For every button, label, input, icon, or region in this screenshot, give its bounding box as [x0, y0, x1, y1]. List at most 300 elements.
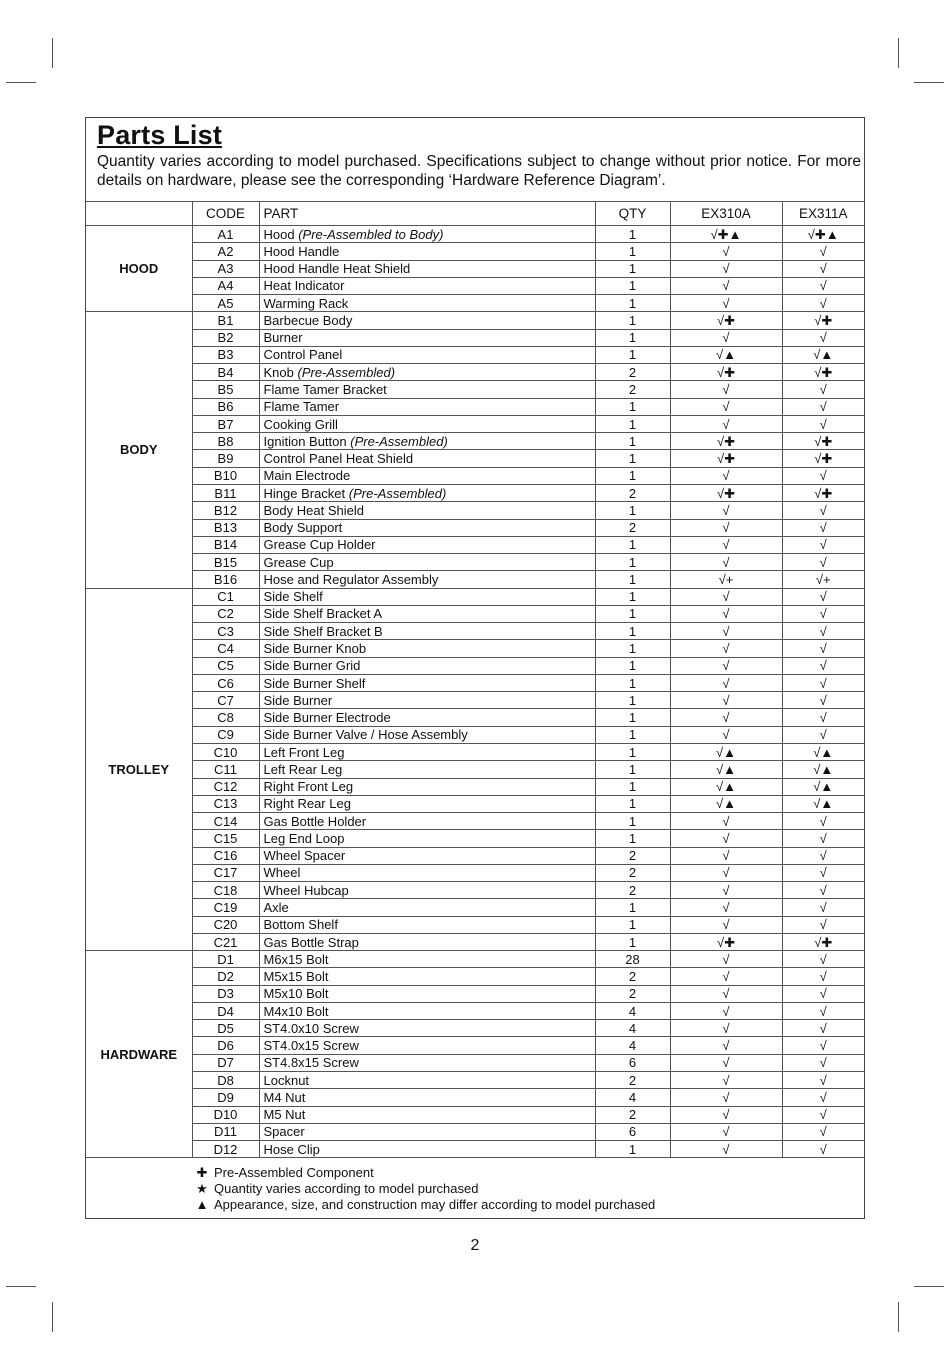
part-name-text: Side Shelf Bracket B [263, 623, 383, 639]
part-name [259, 916, 595, 933]
table-row [86, 519, 864, 536]
part-qty: 1 [595, 743, 670, 760]
part-code: D10 [192, 1106, 259, 1123]
crop-mark [898, 1302, 899, 1332]
ex311a-mark: √ [782, 657, 864, 674]
part-name [259, 795, 595, 812]
ex311a-mark: √✚▲ [782, 226, 864, 243]
part-name-text: Side Burner Shelf [263, 675, 366, 691]
part-name [259, 640, 595, 657]
part-name [259, 709, 595, 726]
ex311a-mark: √▲ [782, 761, 864, 778]
ex311a-mark: √ [782, 1002, 864, 1019]
part-name-text: Gas Bottle Holder [263, 813, 367, 829]
part-name-text: M4x10 Bolt [263, 1003, 329, 1019]
qty-header: QTY [595, 202, 670, 226]
legend-item [195, 1181, 655, 1197]
part-code: B3 [192, 346, 259, 363]
ex311a-mark: √▲ [782, 346, 864, 363]
ex310a-mark: √ [670, 1037, 782, 1054]
part-qty: 1 [595, 312, 670, 329]
part-code: C17 [192, 864, 259, 881]
ex311a-mark: √ [782, 605, 864, 622]
crop-mark [6, 1286, 36, 1287]
ex311a-mark: √ [782, 502, 864, 519]
legend-text: Appearance, size, and construction may differ according to model purchased [214, 1197, 656, 1212]
table-row [86, 364, 864, 381]
part-name-text: M5x15 Bolt [263, 969, 329, 985]
table-row [86, 484, 864, 501]
code-header: CODE [192, 202, 259, 226]
part-name [259, 899, 595, 916]
ex310a-mark: √ [670, 1072, 782, 1089]
ex310a-mark: √ [670, 968, 782, 985]
part-name [259, 1106, 595, 1123]
part-name-text: M5x10 Bolt [263, 986, 329, 1002]
part-code: B15 [192, 554, 259, 571]
part-name-text: Control Panel Heat Shield [263, 451, 414, 467]
table-row [86, 985, 864, 1002]
part-name [259, 536, 595, 553]
part-name [259, 1141, 595, 1158]
table-row [86, 554, 864, 571]
part-code: D8 [192, 1072, 259, 1089]
part-name-text: Hood [263, 226, 299, 242]
table-row [86, 882, 864, 899]
ex311a-mark: √▲ [782, 743, 864, 760]
ex310a-mark: √ [670, 536, 782, 553]
ex310a-header: EX310A [670, 202, 782, 226]
intro-text: Quantity varies according to model purchased. Specifications subject to change without prior notice. For more details on hardware, please see the corresponding ‘Hardware Reference Diagram’. [97, 153, 861, 189]
ex311a-mark: √ [782, 1089, 864, 1106]
part-name-text: Grease Cup Holder [263, 537, 376, 553]
ex310a-mark: √ [670, 329, 782, 346]
part-name-text: Right Rear Leg [263, 796, 351, 812]
table-row [86, 329, 864, 346]
part-code: B14 [192, 536, 259, 553]
part-name-text: ST4.0x15 Screw [263, 1038, 359, 1054]
cross-icon: ✚ [196, 1165, 208, 1180]
part-name-text: Left Front Leg [263, 744, 345, 760]
part-code: B8 [192, 433, 259, 450]
ex310a-mark: √ [670, 985, 782, 1002]
part-qty: 1 [595, 260, 670, 277]
part-name-text: ST4.8x15 Screw [263, 1055, 359, 1071]
part-qty: 1 [595, 795, 670, 812]
part-qty: 1 [595, 657, 670, 674]
part-code: D7 [192, 1054, 259, 1071]
ex311a-mark: √ [782, 1072, 864, 1089]
table-row [86, 398, 864, 415]
part-name-text: Hose Clip [263, 1141, 320, 1157]
ex311a-mark: √✚ [782, 364, 864, 381]
part-code: B4 [192, 364, 259, 381]
part-name-text: Side Burner Electrode [263, 710, 391, 726]
legend-item [195, 1165, 655, 1181]
table-row [86, 1020, 864, 1037]
ex310a-mark: √ [670, 657, 782, 674]
table-row [86, 1002, 864, 1019]
table-row [86, 899, 864, 916]
parts-table [86, 201, 864, 1158]
table-row [86, 1106, 864, 1123]
ex311a-mark: √ [782, 985, 864, 1002]
ex311a-mark: √ [782, 951, 864, 968]
part-code: B10 [192, 467, 259, 484]
part-note-paren: ) [390, 364, 396, 380]
part-name-text: Hose and Regulator Assembly [263, 571, 439, 587]
ex311a-mark: √ [782, 329, 864, 346]
part-qty: 1 [595, 415, 670, 432]
table-row [86, 588, 864, 605]
part-code: B11 [192, 484, 259, 501]
table-row [86, 916, 864, 933]
ex311a-mark: √ [782, 864, 864, 881]
ex311a-mark: √ [782, 1037, 864, 1054]
part-code: D1 [192, 951, 259, 968]
ex310a-mark: √ [670, 277, 782, 294]
part-code: B13 [192, 519, 259, 536]
star-icon: ★ [196, 1181, 208, 1196]
part-qty: 1 [595, 467, 670, 484]
part-code: C20 [192, 916, 259, 933]
part-code: C1 [192, 588, 259, 605]
part-name-text: ST4.0x10 Screw [263, 1020, 359, 1036]
part-name-text: Right Front Leg [263, 779, 354, 795]
ex311a-mark: √ [782, 260, 864, 277]
part-code: C9 [192, 726, 259, 743]
table-row [86, 795, 864, 812]
part-note-paren: ( [298, 226, 303, 242]
part-code: C5 [192, 657, 259, 674]
ex310a-mark: √ [670, 813, 782, 830]
table-row [86, 260, 864, 277]
part-code: B6 [192, 398, 259, 415]
part-code: B2 [192, 329, 259, 346]
part-name [259, 968, 595, 985]
ex311a-mark: √ [782, 295, 864, 312]
crop-mark [52, 38, 53, 68]
ex310a-mark: √ [670, 726, 782, 743]
table-row [86, 761, 864, 778]
crop-mark [898, 38, 899, 68]
table-row [86, 657, 864, 674]
part-qty: 1 [595, 899, 670, 916]
part-name [259, 433, 595, 450]
part-name-text: Hood Handle [263, 243, 340, 259]
part-name-text: Side Burner [263, 692, 333, 708]
table-row [86, 605, 864, 622]
ex311a-mark: √ [782, 623, 864, 640]
part-name-text: Main Electrode [263, 468, 351, 484]
ex310a-mark: √▲ [670, 346, 782, 363]
part-name-text: Locknut [263, 1072, 310, 1088]
table-row [86, 415, 864, 432]
table-row [86, 243, 864, 260]
part-name [259, 364, 595, 381]
part-qty: 2 [595, 1072, 670, 1089]
part-name-text: M6x15 Bolt [263, 951, 329, 967]
ex310a-mark: √✚ [670, 450, 782, 467]
parts-list-panel [85, 117, 865, 1219]
table-row [86, 536, 864, 553]
part-note-paren: ( [297, 364, 302, 380]
table-row [86, 1072, 864, 1089]
ex310a-mark: √ [670, 519, 782, 536]
ex310a-mark: √▲ [670, 795, 782, 812]
ex310a-mark: √ [670, 1141, 782, 1158]
part-qty: 1 [595, 536, 670, 553]
ex311a-mark: √ [782, 899, 864, 916]
ex310a-mark: √ [670, 830, 782, 847]
ex310a-mark: √✚ [670, 364, 782, 381]
table-row [86, 346, 864, 363]
part-name [259, 1089, 595, 1106]
ex311a-mark: √✚ [782, 433, 864, 450]
table-row [86, 1141, 864, 1158]
table-row [86, 1123, 864, 1140]
part-qty: 1 [595, 554, 670, 571]
table-row [86, 312, 864, 329]
table-row [86, 450, 864, 467]
ex310a-mark: √+ [670, 571, 782, 588]
group-header [86, 202, 192, 226]
ex311a-mark: √✚ [782, 450, 864, 467]
part-name [259, 830, 595, 847]
part-code: B5 [192, 381, 259, 398]
part-qty: 1 [595, 726, 670, 743]
ex311a-mark: √ [782, 536, 864, 553]
part-name [259, 1054, 595, 1071]
part-code: B16 [192, 571, 259, 588]
ex311a-mark: √✚ [782, 484, 864, 501]
ex310a-mark: √ [670, 467, 782, 484]
part-code: C11 [192, 761, 259, 778]
ex310a-mark: √ [670, 1106, 782, 1123]
group-label: TROLLEY [86, 588, 192, 951]
part-code: C3 [192, 623, 259, 640]
ex310a-mark: √▲ [670, 778, 782, 795]
ex311a-mark: √ [782, 1106, 864, 1123]
ex311a-mark: √ [782, 726, 864, 743]
ex310a-mark: √✚▲ [670, 226, 782, 243]
part-name [259, 605, 595, 622]
part-name [259, 813, 595, 830]
table-row [86, 847, 864, 864]
legend-item [195, 1197, 655, 1213]
ex311a-mark: √ [782, 709, 864, 726]
ex310a-mark: √ [670, 916, 782, 933]
part-code: A4 [192, 277, 259, 294]
crop-mark [914, 1286, 944, 1287]
part-code: D12 [192, 1141, 259, 1158]
part-note: Pre-Assembled [354, 433, 444, 449]
part-code: D4 [192, 1002, 259, 1019]
part-name [259, 1020, 595, 1037]
table-row [86, 726, 864, 743]
part-code: B1 [192, 312, 259, 329]
ex311a-header: EX311A [782, 202, 864, 226]
part-note: Pre-Assembled [301, 364, 391, 380]
ex311a-mark: √ [782, 692, 864, 709]
table-row [86, 571, 864, 588]
ex311a-mark: √ [782, 882, 864, 899]
part-qty: 28 [595, 951, 670, 968]
part-qty: 1 [595, 502, 670, 519]
part-name [259, 847, 595, 864]
part-name-text: Grease Cup [263, 554, 334, 570]
part-qty: 2 [595, 381, 670, 398]
ex310a-mark: √ [670, 605, 782, 622]
part-note-paren: ( [350, 433, 355, 449]
part-name-text: Wheel Spacer [263, 848, 346, 864]
part-qty: 1 [595, 450, 670, 467]
ex310a-mark: √ [670, 674, 782, 691]
table-row [86, 830, 864, 847]
part-name [259, 554, 595, 571]
part-qty: 1 [595, 243, 670, 260]
ex310a-mark: √ [670, 951, 782, 968]
part-code: B12 [192, 502, 259, 519]
part-qty: 1 [595, 346, 670, 363]
ex311a-mark: √ [782, 277, 864, 294]
part-name [259, 1037, 595, 1054]
ex310a-mark: √✚ [670, 433, 782, 450]
part-qty: 1 [595, 830, 670, 847]
crop-mark [6, 82, 36, 83]
ex310a-mark: √ [670, 623, 782, 640]
part-name [259, 1002, 595, 1019]
table-row [86, 277, 864, 294]
part-code: C4 [192, 640, 259, 657]
part-name [259, 260, 595, 277]
part-qty: 1 [595, 916, 670, 933]
ex310a-mark: √ [670, 260, 782, 277]
ex311a-mark: √ [782, 1054, 864, 1071]
page-title: Parts List [97, 120, 223, 150]
ex310a-mark: √▲ [670, 761, 782, 778]
part-code: B9 [192, 450, 259, 467]
part-qty: 1 [595, 778, 670, 795]
part-name-text: Axle [263, 899, 289, 915]
ex310a-mark: √ [670, 502, 782, 519]
part-qty: 2 [595, 968, 670, 985]
part-name [259, 692, 595, 709]
part-name [259, 295, 595, 312]
ex311a-mark: √ [782, 398, 864, 415]
part-code: C19 [192, 899, 259, 916]
table-row [86, 502, 864, 519]
legend-text: Pre-Assembled Component [214, 1165, 374, 1180]
page-number: 2 [470, 1237, 480, 1254]
table-row [86, 933, 864, 950]
part-code: C8 [192, 709, 259, 726]
part-qty: 1 [595, 398, 670, 415]
legend [195, 1165, 655, 1213]
part-name-text: Hood Handle Heat Shield [263, 261, 411, 277]
part-name [259, 312, 595, 329]
part-name [259, 623, 595, 640]
part-code: C18 [192, 882, 259, 899]
ex311a-mark: √ [782, 1123, 864, 1140]
table-row [86, 226, 864, 243]
ex310a-mark: √✚ [670, 312, 782, 329]
part-qty: 2 [595, 864, 670, 881]
table-row [86, 692, 864, 709]
part-code: C12 [192, 778, 259, 795]
ex310a-mark: √✚ [670, 933, 782, 950]
ex310a-mark: √ [670, 864, 782, 881]
part-code: C7 [192, 692, 259, 709]
ex310a-mark: √ [670, 882, 782, 899]
table-row [86, 467, 864, 484]
ex311a-mark: √ [782, 467, 864, 484]
part-name [259, 243, 595, 260]
ex310a-mark: √✚ [670, 484, 782, 501]
part-qty: 2 [595, 484, 670, 501]
part-name-text: Left Rear Leg [263, 761, 343, 777]
part-name [259, 398, 595, 415]
part-code: C16 [192, 847, 259, 864]
ex311a-mark: √✚ [782, 933, 864, 950]
table-row [86, 743, 864, 760]
table-row [86, 1089, 864, 1106]
part-name-text: Flame Tamer [263, 399, 340, 415]
table-header-row [86, 202, 864, 226]
part-name-text: Side Burner Grid [263, 658, 361, 674]
part-name-text: Control Panel [263, 347, 343, 363]
part-qty: 1 [595, 588, 670, 605]
part-code: A1 [192, 226, 259, 243]
part-note-paren: ) [439, 226, 444, 242]
part-qty: 2 [595, 985, 670, 1002]
part-qty: 1 [595, 709, 670, 726]
part-name [259, 450, 595, 467]
part-name-text: Wheel [263, 865, 301, 881]
part-name-text: Side Shelf [263, 589, 323, 605]
ex310a-mark: √ [670, 692, 782, 709]
table-row [86, 1054, 864, 1071]
ex311a-mark: √ [782, 640, 864, 657]
part-name [259, 726, 595, 743]
legend-text: Quantity varies according to model purchased [214, 1181, 479, 1196]
table-row [86, 709, 864, 726]
part-qty: 1 [595, 277, 670, 294]
part-name-text: Knob [263, 364, 298, 380]
part-name [259, 467, 595, 484]
part-qty: 4 [595, 1089, 670, 1106]
part-qty: 2 [595, 519, 670, 536]
part-name [259, 778, 595, 795]
part-code: D3 [192, 985, 259, 1002]
part-name [259, 657, 595, 674]
ex311a-mark: √ [782, 554, 864, 571]
part-qty: 1 [595, 761, 670, 778]
part-code: D9 [192, 1089, 259, 1106]
part-name-text: Hinge Bracket [263, 485, 349, 501]
part-code: A5 [192, 295, 259, 312]
part-note: Pre-Assembled to Body [302, 226, 440, 242]
part-name [259, 1072, 595, 1089]
part-name-text: Cooking Grill [263, 416, 338, 432]
part-qty: 1 [595, 605, 670, 622]
part-name-text: Ignition Button [263, 433, 351, 449]
ex310a-mark: √ [670, 1054, 782, 1071]
ex311a-mark: √ [782, 674, 864, 691]
table-row [86, 295, 864, 312]
part-code: D2 [192, 968, 259, 985]
part-qty: 1 [595, 623, 670, 640]
